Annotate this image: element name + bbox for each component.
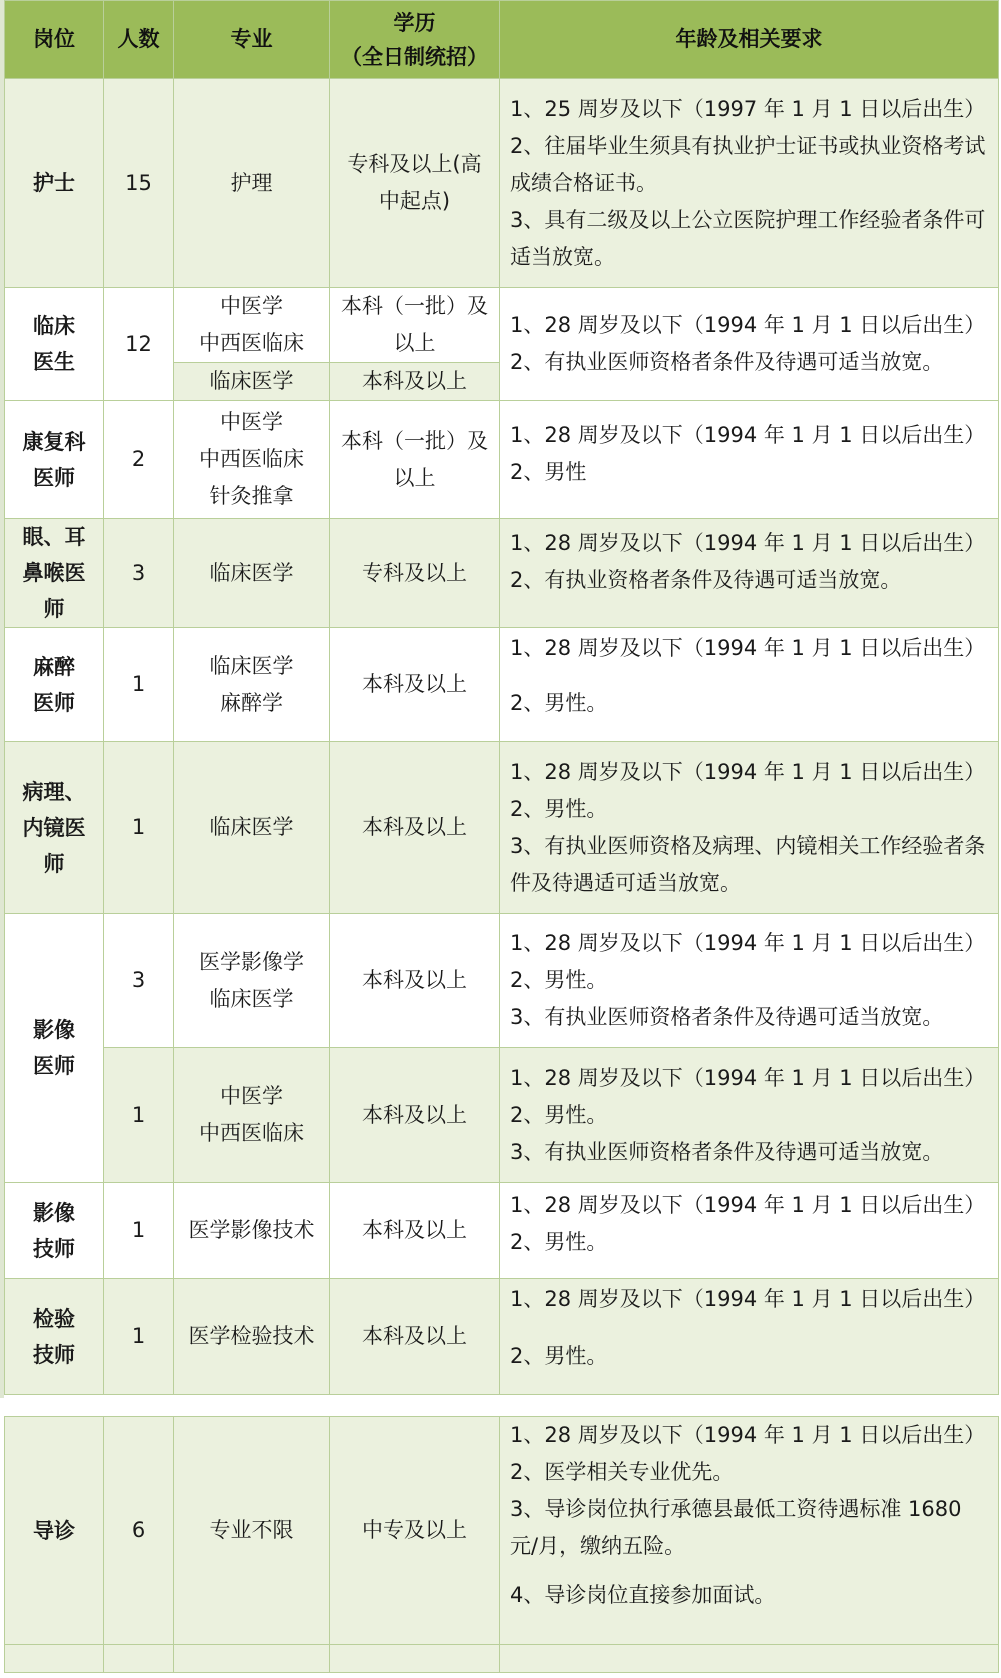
major-item: 中西医临床 (199, 447, 304, 471)
major-item: 中医学 (220, 410, 283, 434)
education-cell: 专科及以上 (330, 519, 500, 628)
major-cell (174, 1048, 330, 1183)
major-item: 中西医临床 (199, 331, 304, 355)
table-row (5, 628, 999, 742)
position-text: 康复科医师 (22, 429, 86, 490)
requirement-item: 2、有执业医师资格者条件及待遇可适当放宽。 (510, 350, 944, 374)
empty-row (5, 1645, 999, 1673)
major-item: 医学影像学 (199, 949, 304, 974)
major-item: 临床医学 (209, 986, 294, 1011)
requirement-item: 1、28 周岁及以下（1994 年 1 月 1 日以后出生） (510, 1423, 986, 1447)
table-row (5, 401, 999, 519)
education-cell: 本科及以上 (330, 742, 500, 914)
requirement-item: 2、男性。 (510, 1344, 608, 1368)
requirements-cell (500, 628, 999, 742)
requirement-item: 4、导诊岗位直接参加面试。 (510, 1583, 776, 1607)
empty-cell (330, 1645, 500, 1673)
requirement-item: 1、25 周岁及以下（1997 年 1 月 1 日以后出生） (510, 96, 986, 121)
count-cell: 1 (104, 1048, 174, 1183)
table-subrow (5, 1048, 999, 1183)
header-requirements: 年龄及相关要求 (500, 1, 999, 79)
empty-cell (5, 1645, 104, 1673)
requirement-item: 2、男性。 (510, 796, 608, 821)
header-major: 专业 (174, 1, 330, 79)
requirements-cell (500, 914, 999, 1048)
major-cell: 临床医学 (174, 363, 330, 401)
requirements-cell (500, 401, 999, 519)
header-row (5, 1, 999, 79)
major-item: 中西医临床 (199, 1121, 304, 1145)
position-cell (5, 914, 104, 1183)
position-cell (5, 519, 104, 628)
table-row (5, 742, 999, 914)
requirement-item: 1、28 周岁及以下（1994 年 1 月 1 日以后出生） (510, 423, 986, 447)
header-position: 岗位 (5, 1, 104, 79)
requirement-item: 1、28 周岁及以下（1994 年 1 月 1 日以后出生） (510, 759, 986, 784)
requirement-item: 1、28 周岁及以下（1994 年 1 月 1 日以后出生） (510, 1193, 986, 1217)
position-cell (5, 742, 104, 914)
requirement-item: 2、男性。 (510, 968, 608, 992)
education-cell: 本科及以上 (330, 363, 500, 401)
major-cell (174, 914, 330, 1048)
requirements-cell (500, 1048, 999, 1183)
position-cell: 护士 (5, 79, 104, 288)
position-cell (5, 401, 104, 519)
major-cell (174, 288, 330, 363)
requirements-cell (500, 1183, 999, 1279)
position-cell (5, 1183, 104, 1279)
count-cell: 1 (104, 1279, 174, 1395)
recruitment-table (4, 0, 999, 1395)
position-cell (5, 288, 104, 401)
table-row (5, 1279, 999, 1395)
requirements-cell (500, 742, 999, 914)
requirement-item: 3、有执业医师资格者条件及待遇可适当放宽。 (510, 1005, 944, 1029)
table-row (5, 914, 999, 1048)
count-cell: 6 (104, 1417, 174, 1645)
empty-cell (174, 1645, 330, 1673)
requirement-item: 2、有执业资格者条件及待遇可适当放宽。 (510, 568, 902, 592)
requirements-cell (500, 519, 999, 628)
major-item: 麻醉学 (220, 690, 283, 715)
requirement-item: 2、男性 (510, 460, 587, 484)
requirement-item: 3、导诊岗位执行承德县最低工资待遇标准 1680 元/月，缴纳五险。 (510, 1497, 962, 1558)
requirements-cell (500, 288, 999, 401)
header-count: 人数 (104, 1, 174, 79)
position-text: 眼、耳鼻喉医师 (22, 525, 86, 621)
major-cell: 护理 (174, 79, 330, 288)
requirement-item: 1、28 周岁及以下（1994 年 1 月 1 日以后出生） (510, 1287, 986, 1311)
count-cell: 1 (104, 1183, 174, 1279)
position-text: 影像医师 (33, 1018, 75, 1078)
count-cell: 1 (104, 628, 174, 742)
position-cell (5, 1279, 104, 1395)
requirement-item: 3、有执业医师资格者条件及待遇可适当放宽。 (510, 1139, 944, 1164)
count-cell: 1 (104, 742, 174, 914)
education-cell: 本科及以上 (330, 628, 500, 742)
position-text: 影像技师 (33, 1200, 75, 1261)
position-text: 临床医生 (33, 314, 75, 374)
header-education-line2: （全日制统招） (341, 44, 488, 69)
major-cell: 专业不限 (174, 1417, 330, 1645)
count-cell: 3 (104, 519, 174, 628)
requirement-item: 2、男性。 (510, 691, 608, 715)
major-cell: 临床医学 (174, 519, 330, 628)
empty-cell (500, 1645, 999, 1673)
empty-cell (104, 1645, 174, 1673)
position-cell: 导诊 (5, 1417, 104, 1645)
education-cell: 本科及以上 (330, 1279, 500, 1395)
requirement-item: 3、具有二级及以上公立医院护理工作经验者条件可适当放宽。 (510, 207, 986, 269)
recruitment-table-continued (4, 1416, 999, 1673)
major-item: 中医学 (220, 294, 283, 318)
table-row (5, 79, 999, 288)
requirement-item: 1、28 周岁及以下（1994 年 1 月 1 日以后出生） (510, 636, 986, 660)
major-cell (174, 628, 330, 742)
requirement-item: 1、28 周岁及以下（1994 年 1 月 1 日以后出生） (510, 531, 986, 555)
table-row (5, 288, 999, 363)
education-cell: 本科及以上 (330, 1183, 500, 1279)
education-cell: 专科及以上(高中起点) (330, 79, 500, 288)
major-item: 针灸推拿 (209, 484, 294, 508)
major-cell: 医学影像技术 (174, 1183, 330, 1279)
position-text: 麻醉医师 (33, 654, 75, 715)
count-cell: 15 (104, 79, 174, 288)
position-cell (5, 628, 104, 742)
table-row (5, 1417, 999, 1645)
page-break (0, 1398, 1001, 1416)
major-cell (174, 401, 330, 519)
education-cell: 本科（一批）及以上 (330, 288, 500, 363)
major-item: 临床医学 (209, 653, 294, 678)
requirement-item: 2、男性。 (510, 1102, 608, 1127)
count-cell: 2 (104, 401, 174, 519)
requirement-item: 1、28 周岁及以下（1994 年 1 月 1 日以后出生） (510, 931, 986, 955)
count-cell: 12 (104, 288, 174, 401)
requirement-item: 2、往届毕业生须具有执业护士证书或执业资格考试成绩合格证书。 (510, 133, 986, 195)
table-row (5, 519, 999, 628)
table-row (5, 1183, 999, 1279)
position-text: 检验技师 (33, 1306, 75, 1367)
major-cell: 医学检验技术 (174, 1279, 330, 1395)
major-item: 中医学 (220, 1084, 283, 1108)
requirement-item: 1、28 周岁及以下（1994 年 1 月 1 日以后出生） (510, 1065, 986, 1090)
requirement-item: 3、有执业医师资格及病理、内镜相关工作经验者条件及待遇适可适当放宽。 (510, 833, 986, 895)
requirement-item: 2、医学相关专业优先。 (510, 1460, 734, 1484)
requirements-cell (500, 1279, 999, 1395)
education-cell: 中专及以上 (330, 1417, 500, 1645)
requirement-item: 1、28 周岁及以下（1994 年 1 月 1 日以后出生） (510, 313, 986, 337)
header-education (330, 1, 500, 79)
requirements-cell (500, 1417, 999, 1645)
position-text: 病理、内镜医师 (22, 779, 86, 876)
education-cell: 本科（一批）及以上 (330, 401, 500, 519)
education-cell: 本科及以上 (330, 1048, 500, 1183)
header-education-line1: 学历 (393, 10, 436, 35)
education-cell: 本科及以上 (330, 914, 500, 1048)
count-cell: 3 (104, 914, 174, 1048)
major-cell: 临床医学 (174, 742, 330, 914)
requirement-item: 2、男性。 (510, 1230, 608, 1254)
requirements-cell (500, 79, 999, 288)
